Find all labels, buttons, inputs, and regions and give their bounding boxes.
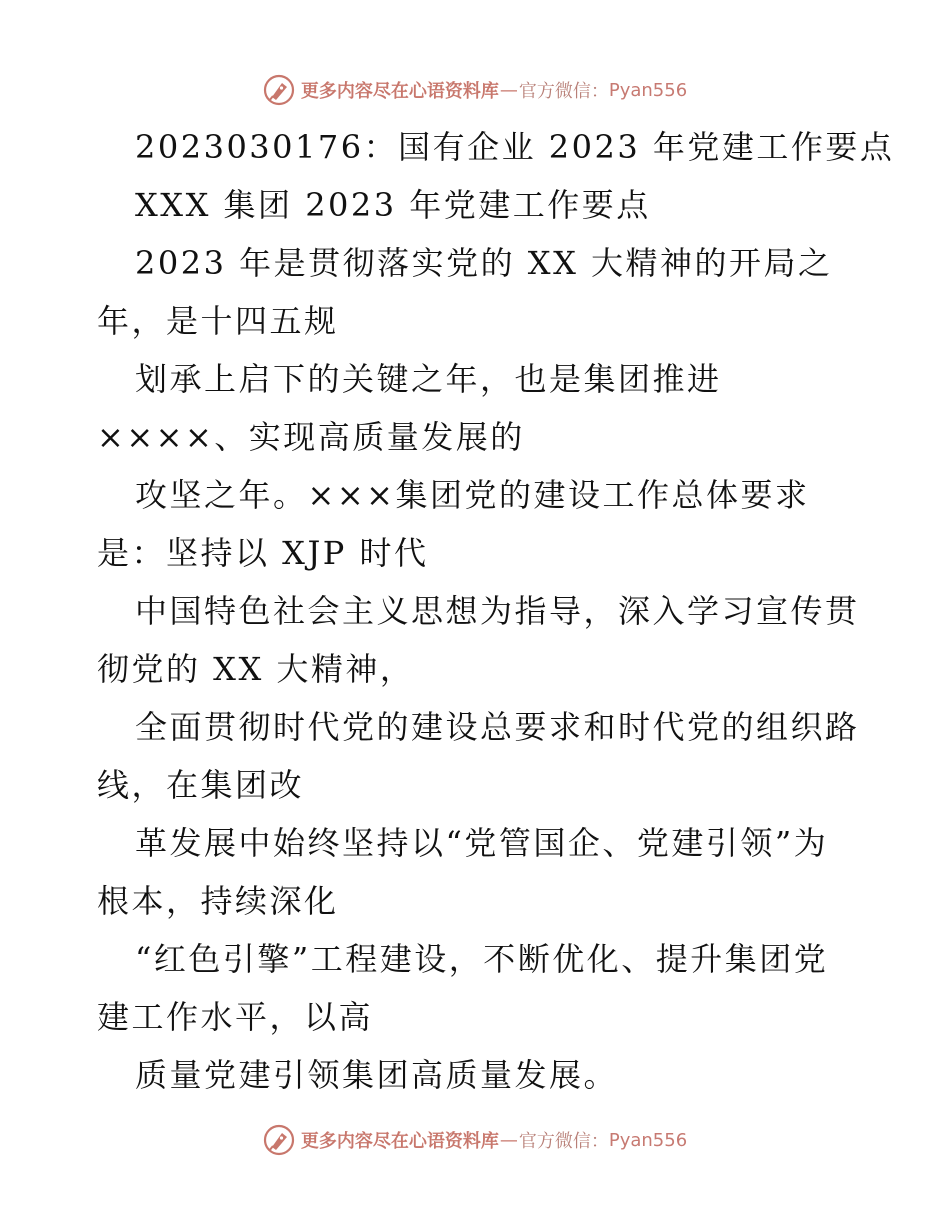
paragraph-line: 建工作水平，以高 [97,998,374,1036]
watermark-handle: Pyan556 [608,1129,688,1151]
paragraph-line: 中国特色社会主义思想为指导，深入学习宣传贯 [135,592,860,630]
watermark-footer [0,1120,950,1160]
paragraph-line: 年，是十四五规 [97,302,339,340]
watermark-official-label: 官方微信： [518,1131,609,1152]
paragraph-line: 2023 年是贯彻落实党的 XX 大精神的开局之 [135,244,833,282]
pen-nib-circle-icon [263,1124,295,1156]
watermark-official-label: 官方微信： [518,81,609,102]
watermark-handle: Pyan556 [608,79,688,101]
watermark-brand: 更多内容尽在心语资料库 [300,1131,499,1152]
paragraph-line: 质量党建引领集团高质量发展。 [135,1056,619,1094]
watermark-separator: — [499,1129,518,1151]
paragraph-line: 彻党的 XX 大精神， [97,650,415,688]
paragraph-line: 根本，持续深化 [97,882,339,920]
document-subtitle: XXX 集团 2023 年党建工作要点 [135,186,651,224]
watermark-header [0,70,950,110]
paragraph-line: 是：坚持以 XJP 时代 [97,534,429,572]
paragraph-line: “红色引擎”工程建设，不断优化、提升集团党 [135,940,829,978]
watermark-brand: 更多内容尽在心语资料库 [300,81,499,102]
document-title: 2023030176：国有企业 2023 年党建工作要点 [135,128,895,166]
paragraph-line: 攻坚之年。×××集团党的建设工作总体要求 [135,476,810,514]
watermark-separator: — [499,79,518,101]
pen-nib-circle-icon [263,74,295,106]
paragraph-line: 线，在集团改 [97,766,305,804]
paragraph-line: 划承上启下的关键之年，也是集团推进 [135,360,722,398]
paragraph-line: ××××、实现高质量发展的 [97,418,525,456]
paragraph-line: 革发展中始终坚持以“党管国企、党建引领”为 [135,824,829,862]
paragraph-line: 全面贯彻时代党的建设总要求和时代党的组织路 [135,708,860,746]
